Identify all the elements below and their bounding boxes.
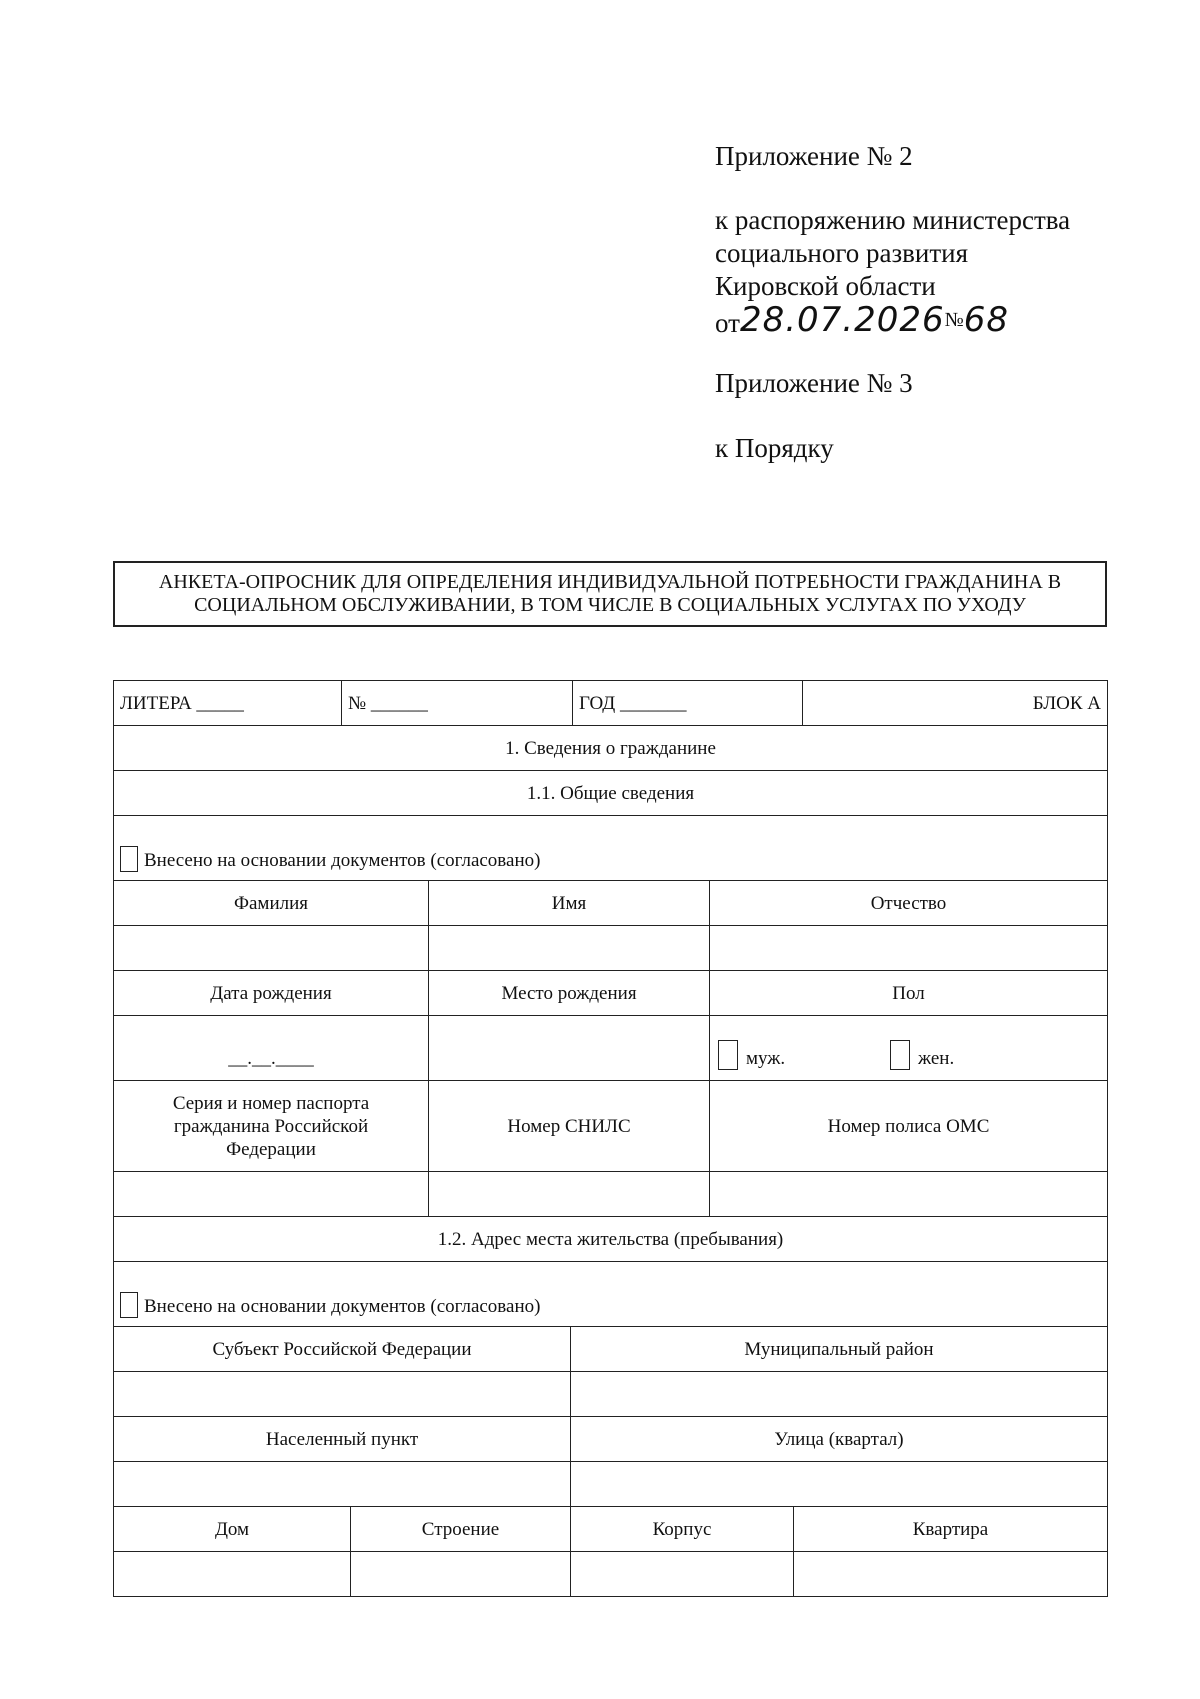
- documents-confirmed-label-1: Внесено на основании документов (согласовано): [144, 850, 541, 871]
- attachment-2-label: Приложение № 2: [715, 141, 913, 171]
- corpus-field[interactable]: [570, 1551, 794, 1597]
- oms-field[interactable]: [709, 1171, 1108, 1217]
- passport-header: [113, 1080, 429, 1172]
- birth-place-field[interactable]: [428, 1015, 710, 1081]
- handwritten-number: 68: [963, 300, 1009, 340]
- oms-header: Номер полиса ОМС: [709, 1080, 1108, 1172]
- attachment-3-label: Приложение № 3: [715, 368, 913, 398]
- section-1-header: 1. Сведения о гражданине: [113, 725, 1108, 771]
- subject-field[interactable]: [113, 1371, 571, 1417]
- birth-place-header: Место рождения: [428, 970, 710, 1016]
- litera-cell[interactable]: ЛИТЕРА _____: [113, 680, 342, 726]
- district-field[interactable]: [570, 1371, 1108, 1417]
- year-cell[interactable]: ГОД _______: [572, 680, 803, 726]
- street-header: Улица (квартал): [570, 1416, 1108, 1462]
- apartment-field[interactable]: [793, 1551, 1108, 1597]
- district-header: Муниципальный район: [570, 1326, 1108, 1372]
- documents-confirmed-row-2: [113, 1261, 1108, 1327]
- building-header: Строение: [350, 1506, 571, 1552]
- street-field[interactable]: [570, 1461, 1108, 1507]
- order-reference-line2: социального развития: [715, 238, 969, 268]
- male-checkbox[interactable]: [718, 1040, 738, 1070]
- birth-date-header: Дата рождения: [113, 970, 429, 1016]
- surname-field[interactable]: [113, 925, 429, 971]
- locality-field[interactable]: [113, 1461, 571, 1507]
- handwritten-date: 28.07.2026: [739, 300, 945, 340]
- name-field[interactable]: [428, 925, 710, 971]
- block-cell: БЛОК А: [802, 680, 1108, 726]
- order-reference-line1: к распоряжению министерства: [715, 205, 1071, 235]
- number-cell[interactable]: № ______: [341, 680, 573, 726]
- passport-header-line3: Федерации: [226, 1138, 316, 1160]
- female-label: жен.: [918, 1048, 955, 1069]
- gender-male-option[interactable]: [718, 1028, 785, 1070]
- male-label: муж.: [746, 1048, 786, 1069]
- snils-header: Номер СНИЛС: [428, 1080, 710, 1172]
- number-prefix: №: [944, 309, 964, 331]
- building-field[interactable]: [350, 1551, 571, 1597]
- passport-header-line2: гражданина Российской: [173, 1115, 369, 1137]
- corpus-header: Корпус: [570, 1506, 794, 1552]
- name-header: Имя: [428, 880, 710, 926]
- form-title-line2: СОЦИАЛЬНОМ ОБСЛУЖИВАНИИ, В ТОМ ЧИСЛЕ В СОЦИАЛЬНЫХ УСЛУГАХ ПО УХОДУ: [194, 594, 1026, 616]
- female-checkbox[interactable]: [890, 1040, 910, 1070]
- apartment-header: Квартира: [793, 1506, 1108, 1552]
- section-1-2-header: 1.2. Адрес места жительства (пребывания): [113, 1216, 1108, 1262]
- subject-header: Субъект Российской Федерации: [113, 1326, 571, 1372]
- procedure-reference: к Порядку: [715, 433, 834, 463]
- gender-header: Пол: [709, 970, 1108, 1016]
- section-1-1-header: 1.1. Общие сведения: [113, 770, 1108, 816]
- passport-header-line1: Серия и номер паспорта: [172, 1092, 370, 1114]
- patronymic-field[interactable]: [709, 925, 1108, 971]
- house-header: Дом: [113, 1506, 351, 1552]
- snils-field[interactable]: [428, 1171, 710, 1217]
- documents-confirmed-checkbox-2[interactable]: [120, 1292, 138, 1318]
- patronymic-header: Отчество: [709, 880, 1108, 926]
- locality-header: Населенный пункт: [113, 1416, 571, 1462]
- documents-confirmed-row-1: [113, 815, 1108, 881]
- documents-confirmed-label-2: Внесено на основании документов (согласовано): [144, 1296, 541, 1317]
- house-field[interactable]: [113, 1551, 351, 1597]
- passport-field[interactable]: [113, 1171, 429, 1217]
- order-reference-line3: Кировской области: [715, 271, 936, 301]
- form-title-line1: АНКЕТА-ОПРОСНИК ДЛЯ ОПРЕДЕЛЕНИЯ ИНДИВИДУАЛЬНОЙ ПОТРЕБНОСТИ ГРАЖДАНИНА В: [158, 571, 1062, 593]
- surname-header: Фамилия: [113, 880, 429, 926]
- order-date-number: [715, 300, 1009, 340]
- gender-female-option[interactable]: [890, 1028, 954, 1070]
- birth-date-field[interactable]: [113, 1015, 429, 1081]
- form-title: [113, 561, 1107, 627]
- documents-confirmed-checkbox-1[interactable]: [120, 846, 138, 872]
- birth-date-placeholder: __.__.____: [228, 1048, 314, 1069]
- from-prefix: от: [715, 308, 740, 338]
